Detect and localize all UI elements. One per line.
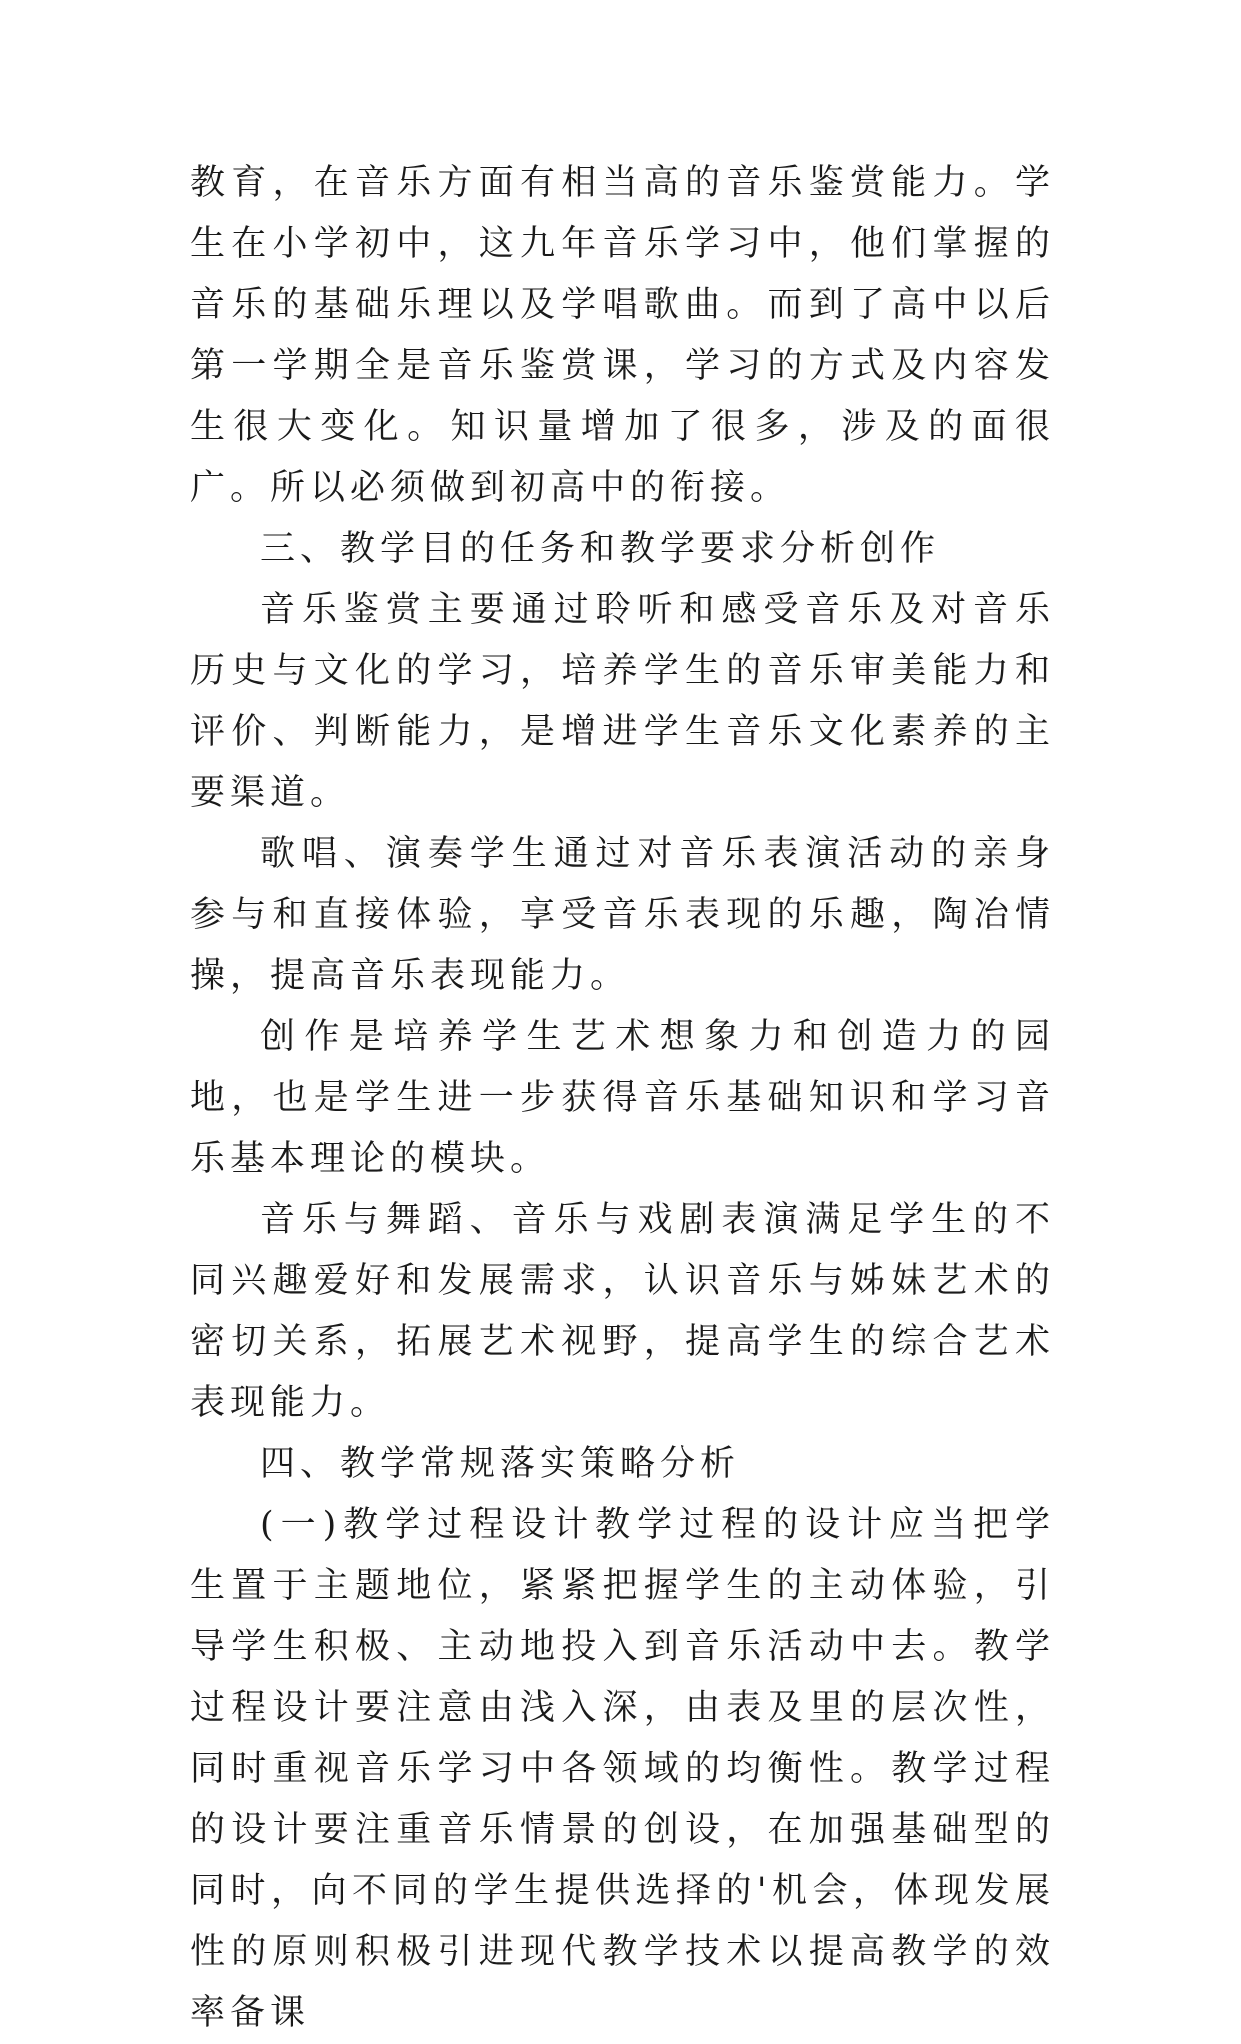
paragraph-music-appreciation: 音乐鉴赏主要通过聆听和感受音乐及对音乐历史与文化的学习，培养学生的音乐审美能力和评价、判断能力，是增进学生音乐文化素养的主要渠道。: [190, 590, 1055, 813]
document-body: [190, 153, 1055, 2044]
section-heading-three: 三、教学目的任务和教学要求分析创作: [260, 529, 941, 569]
paragraph-teaching-process: (一)教学过程设计教学过程的设计应当把学生置于主题地位，紧紧把握学生的主动体验，引导学生积极、主动地投入到音乐活动中去。教学过程设计要注意由浅入深，由表及里的层次性，同时重视音乐学习中各领域的均衡性。教学过程的设计要注重音乐情景的创设，在加强基础型的同时，向不同的学生提供选择的'机会，体现发展性的原则积极引进现代教学技术以提高教学的效率备课: [190, 1505, 1055, 2033]
section-heading-four: 四、教学常规落实策略分析: [260, 1444, 741, 1484]
paragraph-continuation: 教育，在音乐方面有相当高的音乐鉴赏能力。学生在小学初中，这九年音乐学习中，他们掌握的音乐的基础乐理以及学唱歌曲。而到了高中以后第一学期全是音乐鉴赏课，学习的方式及内容发生很大变化。知识量增加了很多，涉及的面很广。所以必须做到初高中的衔接。: [190, 163, 1055, 508]
paragraph-creation: 创作是培养学生艺术想象力和创造力的园地，也是学生进一步获得音乐基础知识和学习音乐基本理论的模块。: [190, 1017, 1055, 1179]
paragraph-singing-performance: 歌唱、演奏学生通过对音乐表演活动的亲身参与和直接体验，享受音乐表现的乐趣，陶冶情操，提高音乐表现能力。: [190, 834, 1055, 996]
paragraph-dance-drama: 音乐与舞蹈、音乐与戏剧表演满足学生的不同兴趣爱好和发展需求，认识音乐与姊妹艺术的密切关系，拓展艺术视野，提高学生的综合艺术表现能力。: [190, 1200, 1055, 1423]
